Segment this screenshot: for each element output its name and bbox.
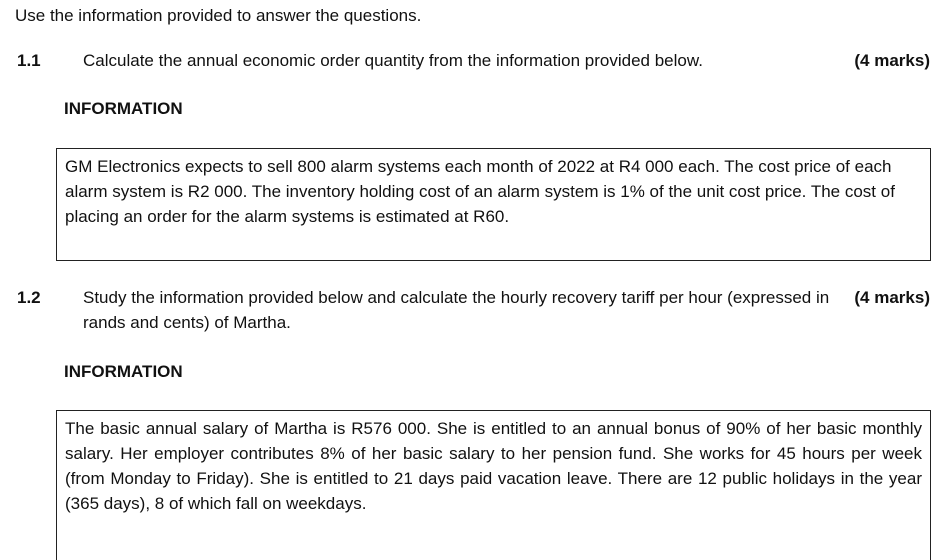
question-marks-1-1: (4 marks): [854, 51, 930, 70]
instructions: Use the information provided to answer the questions.: [15, 6, 422, 25]
info-text-1-1: GM Electronics expects to sell 800 alarm systems each month of 2022 at R4 000 each. The cost price of each alarm system is R2 000. The inventory holding cost of an alarm system is 1% of the unit cost price. The cost of placing an order for the alarm systems is estimated at R60.: [65, 157, 895, 226]
info-box-1-1: [56, 148, 931, 261]
question-text-1-1: Calculate the annual economic order quantity from the information provided below.: [83, 51, 703, 70]
info-text-1-2: The basic annual salary of Martha is R576 000. She is entitled to an annual bonus of 90% of her basic monthly salary. Her employer contributes 8% of her basic salary to her pension fund. She works for 45 hours per week (from Monday to Friday). She is entitled to 21 days paid vacation leave. There are 12 public holidays in the year (365 days), 8 of which fall on weekdays.: [65, 419, 922, 513]
question-text-1-2: Study the information provided below and calculate the hourly recovery tariff per hour (expressed in rands and cents) of Martha.: [83, 288, 830, 332]
question-marks-1-2: (4 marks): [854, 288, 930, 307]
question-number-1-1: 1.1: [17, 51, 41, 70]
info-heading-1-1: INFORMATION: [64, 99, 183, 118]
info-heading-1-2: INFORMATION: [64, 362, 183, 381]
info-box-1-2: [56, 410, 931, 560]
question-number-1-2: 1.2: [17, 288, 41, 307]
